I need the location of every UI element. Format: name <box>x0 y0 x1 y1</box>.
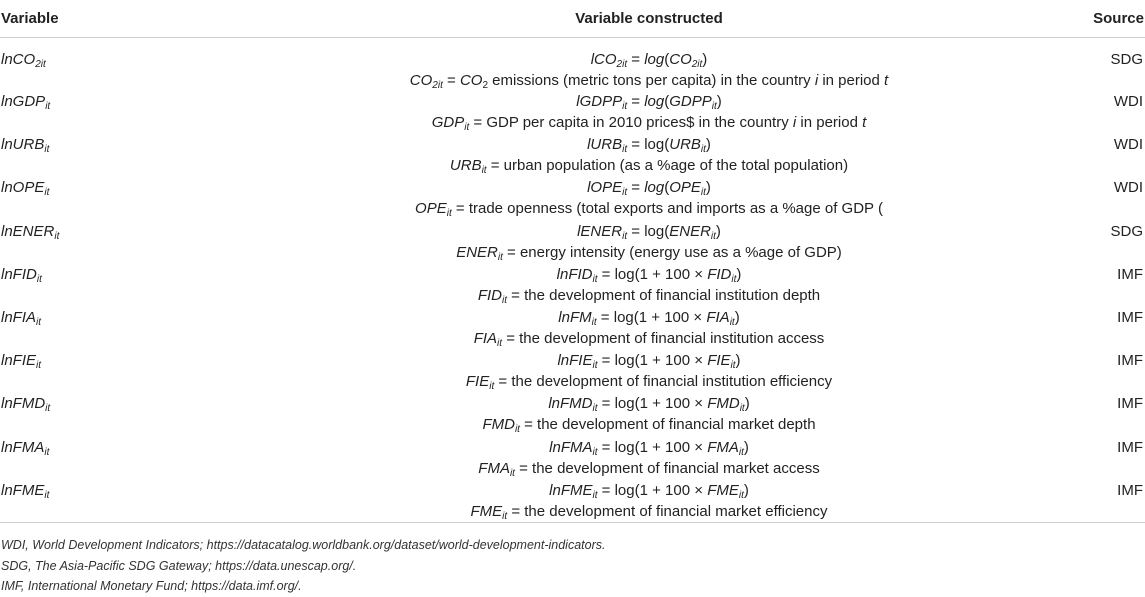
variable-constructed <box>240 177 1058 220</box>
formula: lnFME$_{it}$ = $\log(1 + 100 \times FME_{it})$ <box>549 481 749 501</box>
source: IMF <box>1117 352 1143 370</box>
source: WDI <box>1113 136 1143 154</box>
formula: lOPE$_{it}$ = $\log(OPE_{it})$ <box>587 179 711 199</box>
table-row <box>0 350 1145 393</box>
source: IMF <box>1117 265 1143 283</box>
variable-name: lnURB$_{it}$ <box>1 136 50 156</box>
header-row <box>0 0 1145 38</box>
formula: lnFMA$_{it}$ = $\log(1 + 100 \times FMA_{it})$ <box>549 438 749 458</box>
variable-constructed <box>240 91 1058 134</box>
source: SDG <box>1110 222 1143 240</box>
table-row <box>0 393 1145 436</box>
variable-name: lnGDP$_{it}$ <box>1 93 51 112</box>
variable-constructed <box>240 437 1058 480</box>
variable-name: lnFMD$_{it}$ <box>1 395 51 415</box>
variable-constructed <box>240 38 1058 92</box>
table-row <box>0 134 1145 177</box>
definition: $FME_{it}$ = the development of financial market efficiency <box>470 502 828 522</box>
formula: lnFMD$_{it}$ = $\log(1 + 100 \times FMD_{it})$ <box>548 395 750 415</box>
variable-name: lnCO$_{2it}$ <box>1 51 46 70</box>
table-row <box>0 437 1145 480</box>
formula: lURB$_{it}$ = $\log(URB_{it})$ <box>587 136 711 156</box>
variable-constructed <box>240 221 1058 264</box>
formula: lnFM$_{it}$ = $\log(1 + 100 \times FIA_{it})$ <box>558 308 740 328</box>
variable-constructed <box>240 393 1058 436</box>
formula: $lCO_{2it} = \log(CO_{2it})$ <box>590 51 708 70</box>
definition: $FIE_{it}$ = the development of financial institution efficiency <box>465 373 833 393</box>
header-source: Source <box>1058 0 1145 38</box>
table-row <box>0 480 1145 523</box>
source: IMF <box>1117 481 1143 499</box>
variable-constructed <box>240 480 1058 523</box>
note-wdi: WDI, World Development Indicators; https://datacatalog.worldbank.org/dataset/world-development-indicators. <box>1 538 606 552</box>
table-row <box>0 38 1145 92</box>
variable-name: lnFMA$_{it}$ <box>1 438 50 458</box>
table-row <box>0 177 1145 220</box>
formula: lnFIE$_{it}$ = $\log(1 + 100 \times FIE_{it})$ <box>557 352 741 372</box>
variable-name: lnENER$_{it}$ <box>1 222 60 242</box>
table-row <box>0 307 1145 350</box>
source: IMF <box>1117 308 1143 326</box>
variable-name: lnFME$_{it}$ <box>1 481 50 501</box>
source: IMF <box>1117 438 1143 456</box>
formula: lnFID$_{it}$ = $\log(1 + 100 \times FID_{it})$ <box>556 265 742 285</box>
table-row <box>0 91 1145 134</box>
variable-constructed <box>240 264 1058 307</box>
source: SDG <box>1110 51 1143 68</box>
table-body <box>0 38 1145 523</box>
table-row <box>0 264 1145 307</box>
variable-constructed <box>240 134 1058 177</box>
table-row <box>0 221 1145 264</box>
definition: $OPE_{it}$ = trade openness (total exports and imports as a %age of GDP ( <box>415 200 883 220</box>
definition: $FIA_{it}$ = the development of financial institution access <box>473 329 825 349</box>
source: WDI <box>1113 93 1143 110</box>
header-variable-constructed: Variable constructed <box>240 0 1058 38</box>
formula: lENER$_{it}$ = $\log(ENER_{it})$ <box>577 222 721 242</box>
note-sdg: SDG, The Asia-Pacific SDG Gateway; https://data.unescap.org/. <box>1 558 357 573</box>
header-variable: Variable <box>0 0 240 38</box>
formula: lGDPP$_{it}$ = $\log(GDPP_{it})$ <box>576 93 722 112</box>
definition: $ENER_{it}$ = energy intensity (energy use as a %age of GDP) <box>456 243 842 263</box>
definition: $URB_{it}$ = urban population (as a %age of the total population) <box>449 157 849 177</box>
definition: $FMD_{it}$ = the development of financial market depth <box>482 416 816 436</box>
variable-constructed <box>240 307 1058 350</box>
variable-name: lnFIA$_{it}$ <box>1 308 42 328</box>
table-notes <box>1 535 605 597</box>
variable-name: lnFIE$_{it}$ <box>1 352 42 372</box>
variable-name: lnFID$_{it}$ <box>1 265 42 285</box>
source: WDI <box>1113 179 1143 197</box>
variable-name: lnOPE$_{it}$ <box>1 179 50 199</box>
definition: $FID_{it}$ = the development of financial institution depth <box>477 286 821 306</box>
definition: $GDP_{it}$ = GDP per capita in 2010 prices$ in the country i in period t <box>431 114 867 133</box>
definition: $FMA_{it}$ = the development of financial market access <box>478 459 820 479</box>
variable-constructed <box>240 350 1058 393</box>
definition: $CO_{2it} = CO_2$ emissions (metric tons per capita) in the country i in period t <box>409 72 889 91</box>
source: IMF <box>1117 395 1143 413</box>
note-imf: IMF, International Monetary Fund; https://data.imf.org/. <box>1 579 302 593</box>
